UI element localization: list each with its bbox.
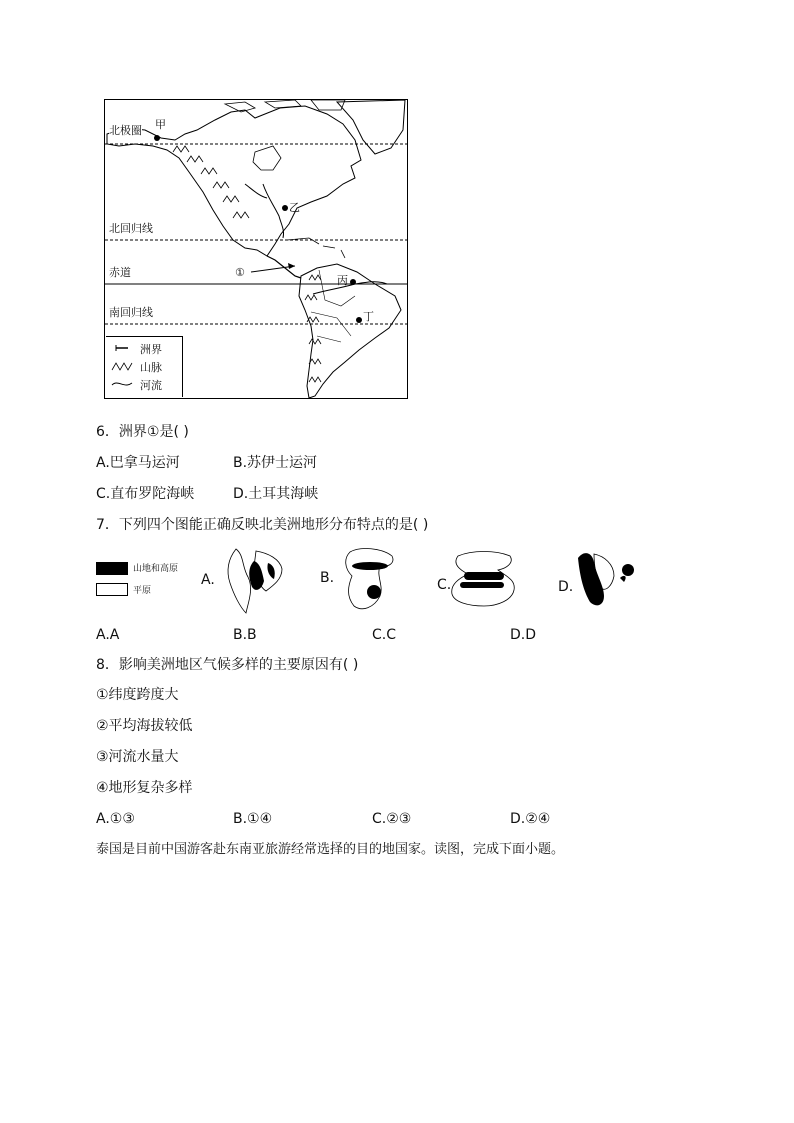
q8-option-a[interactable]: A.①③ [96,811,135,827]
q6-option-b[interactable]: B.苏伊士运河 [233,455,318,471]
question-7-stem: 7．下列四个图能正确反映北美洲地形分布特点的是( ) [96,517,429,533]
q8-item-1: ①纬度跨度大 [96,687,179,703]
legend-boundary: 洲界 [110,343,132,356]
q8-option-d[interactable]: D.②④ [510,811,551,827]
caribbean-islands [287,238,345,258]
point-jia-dot [154,135,160,141]
hudson-bay [253,146,281,170]
andes-symbols [305,275,321,382]
greenland [337,100,405,154]
q7-option-a[interactable]: A.A [96,627,120,643]
legend-river: 河流 [110,379,134,392]
figure-d-map [574,548,640,610]
figure-a-label: A. [201,572,215,588]
section-intro-text: 泰国是目前中国游客赴东南亚旅游经常选择的目的地国家。读图，完成下面小题。 [96,842,565,857]
key-plain-swatch [96,583,128,596]
point-ding-label: 丁 [363,310,374,323]
q6-option-a[interactable]: A.巴拿马运河 [96,455,180,471]
key-mountain-label: 山地和高原 [133,564,179,574]
question-6-stem: 6．洲界①是( ) [96,424,189,440]
river-icon [110,379,134,389]
point-bing-label: 丙 [337,274,348,287]
point-yi-label: 乙 [289,201,300,214]
key-plain-label: 平原 [133,586,152,596]
equator-label: 赤道 [109,266,131,279]
point-yi-dot [282,205,288,211]
figure-c-label: C. [437,577,452,593]
q6-option-c[interactable]: C.直布罗陀海峡 [96,486,195,502]
mountain-icon [110,361,134,371]
tropic-capricorn-label: 南回归线 [109,306,153,319]
marker-arrow-head [288,263,295,269]
mississippi-river [263,184,284,238]
q7-option-b[interactable]: B.B [233,627,257,643]
boundary-icon [110,343,132,353]
point-ding-dot [356,317,362,323]
legend-mountain: 山脉 [110,361,134,374]
point-jia-label: 甲 [155,118,166,131]
marker-1-label: ① [235,266,245,279]
south-america-borders [311,270,355,342]
figure-b-map [340,546,400,616]
figure-a-map [218,547,286,617]
figure-d-label: D. [558,579,574,595]
key-mountain-swatch [96,562,128,575]
arctic-circle-label: 北极圈 [109,124,142,137]
q7-option-d[interactable]: D.D [510,627,537,643]
map-legend [106,336,183,397]
q6-option-d[interactable]: D.土耳其海峡 [233,486,319,502]
q8-item-3: ③河流水量大 [96,749,179,765]
q8-item-2: ②平均海拔较低 [96,718,193,734]
q8-item-4: ④地形复杂多样 [96,780,193,796]
question-8-stem: 8．影响美洲地区气候多样的主要原因有( ) [96,657,359,673]
figure-c-map [448,550,520,612]
figure-b-label: B. [320,570,335,586]
q8-option-c[interactable]: C.②③ [372,811,412,827]
point-bing-dot [350,279,356,285]
q7-option-c[interactable]: C.C [372,627,397,643]
tropic-cancer-label: 北回归线 [109,222,153,235]
q8-option-b[interactable]: B.①④ [233,811,273,827]
